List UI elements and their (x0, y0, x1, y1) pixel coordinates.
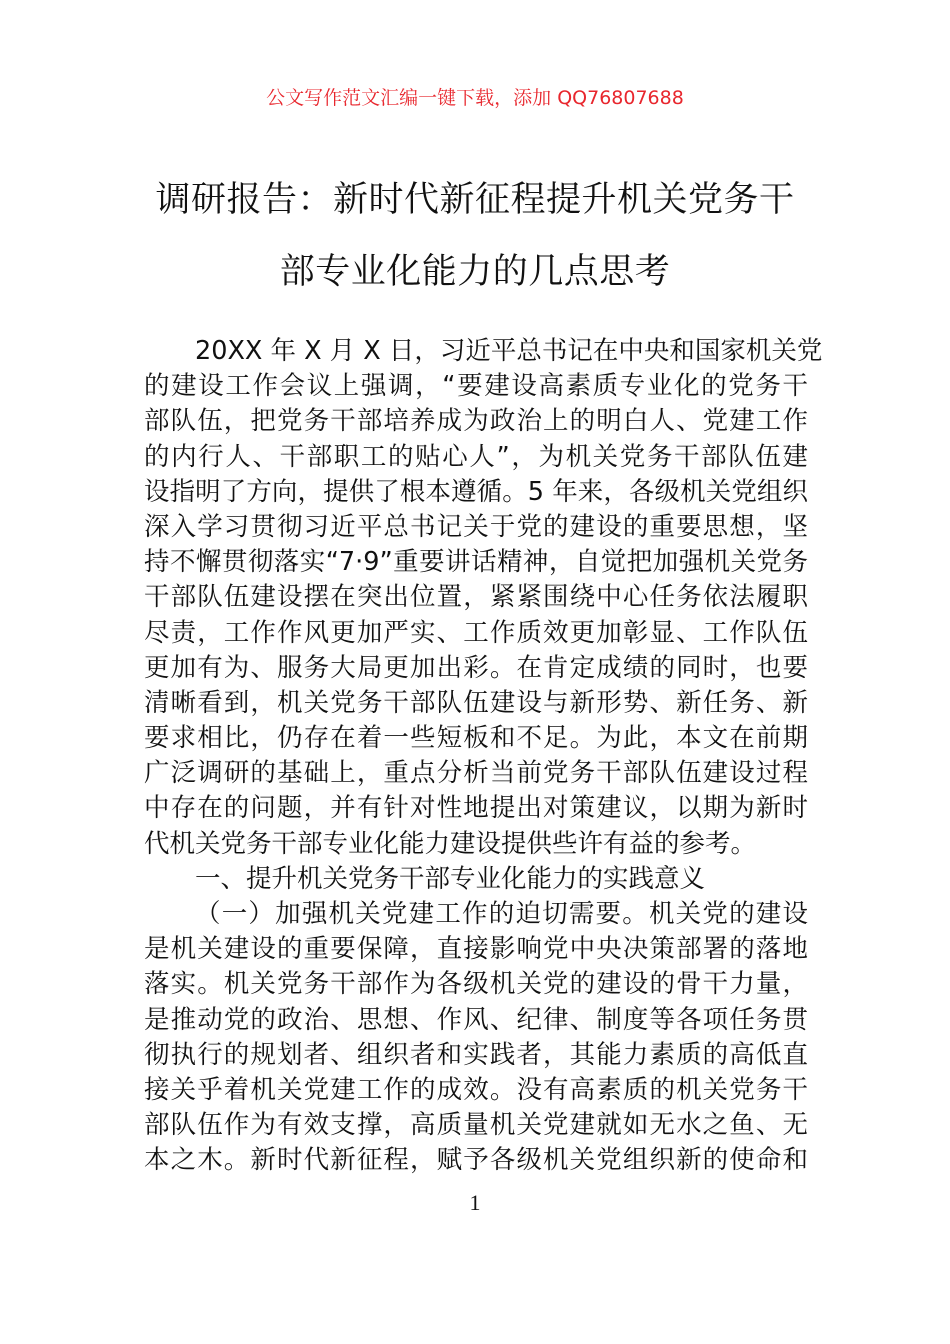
paragraph-line: 本之木。新时代新征程，赋予各级机关党组织新的使命和 (144, 1145, 808, 1176)
document-body (144, 334, 823, 1179)
paragraph-line: 清晰看到，机关党务干部队伍建设与新形势、新任务、新 (144, 687, 808, 718)
paragraph-line: 的内行人、干部职工的贴心人”，为机关党务干部队伍建 (144, 441, 808, 472)
paragraph-line: 持不懈贯彻落实“7·9”重要讲话精神，自觉把加强机关党务 (144, 547, 808, 578)
paragraph-line: 是机关建设的重要保障，直接影响党中央决策部署的落地 (144, 934, 808, 965)
paragraph-line: 是推动党的政治、思想、作风、纪律、制度等各项任务贯 (144, 1004, 808, 1035)
paragraph-line: 的建设工作会议上强调，“要建设高素质专业化的党务干 (144, 371, 808, 402)
paragraph-line: 干部队伍建设摆在突出位置，紧紧围绕中心任务依法履职 (144, 582, 808, 613)
paragraph-line: 20XX 年 X 月 X 日，习近平总书记在中央和国家机关党 (195, 336, 823, 366)
paragraph-line: 更加有为、服务大局更加出彩。在肯定成绩的同时，也要 (144, 652, 808, 683)
paragraph-line: 代机关党务干部专业化能力建设提供些许有益的参考。 (144, 828, 757, 859)
paragraph-line: 落实。机关党务干部作为各级机关党的建设的骨干力量， (144, 969, 808, 1000)
promo-banner: 公文写作范文汇编一键下载，添加 QQ76807688 (266, 87, 684, 109)
paragraph-line: 广泛调研的基础上，重点分析当前党务干部队伍建设过程 (144, 758, 808, 789)
page-number: 1 (469, 1190, 481, 1215)
paragraph-line: 彻执行的规划者、组织者和实践者，其能力素质的高低直 (144, 1039, 808, 1070)
paragraph-line: 设指明了方向，提供了根本遵循。5 年来，各级机关党组织 (144, 476, 808, 507)
subsection-heading-line: （一）加强机关党建工作的迫切需要。机关党的建设 (195, 899, 808, 929)
section-heading: 一、提升机关党务干部专业化能力的实践意义 (195, 863, 706, 894)
paragraph-line: 接关乎着机关党建工作的成效。没有高素质的机关党务干 (144, 1074, 808, 1105)
paragraph-line: 深入学习贯彻习近平总书记关于党的建设的重要思想，坚 (144, 511, 808, 542)
document-title-line-2: 部专业化能力的几点思考 (279, 252, 671, 292)
paragraph-line: 中存在的问题，并有针对性地提出对策建议，以期为新时 (144, 793, 808, 824)
paragraph-line: 部队伍，把党务干部培养成为政治上的明白人、党建工作 (144, 406, 808, 437)
document-title-line-1: 调研报告：新时代新征程提升机关党务干 (155, 180, 795, 220)
paragraph-line: 尽责，工作作风更加严实、工作质效更加彰显、工作队伍 (144, 617, 808, 648)
paragraph-line: 要求相比，仍存在着一些短板和不足。为此，本文在前期 (144, 723, 808, 754)
paragraph-line: 部队伍作为有效支撑，高质量机关党建就如无水之鱼、无 (144, 1110, 808, 1141)
